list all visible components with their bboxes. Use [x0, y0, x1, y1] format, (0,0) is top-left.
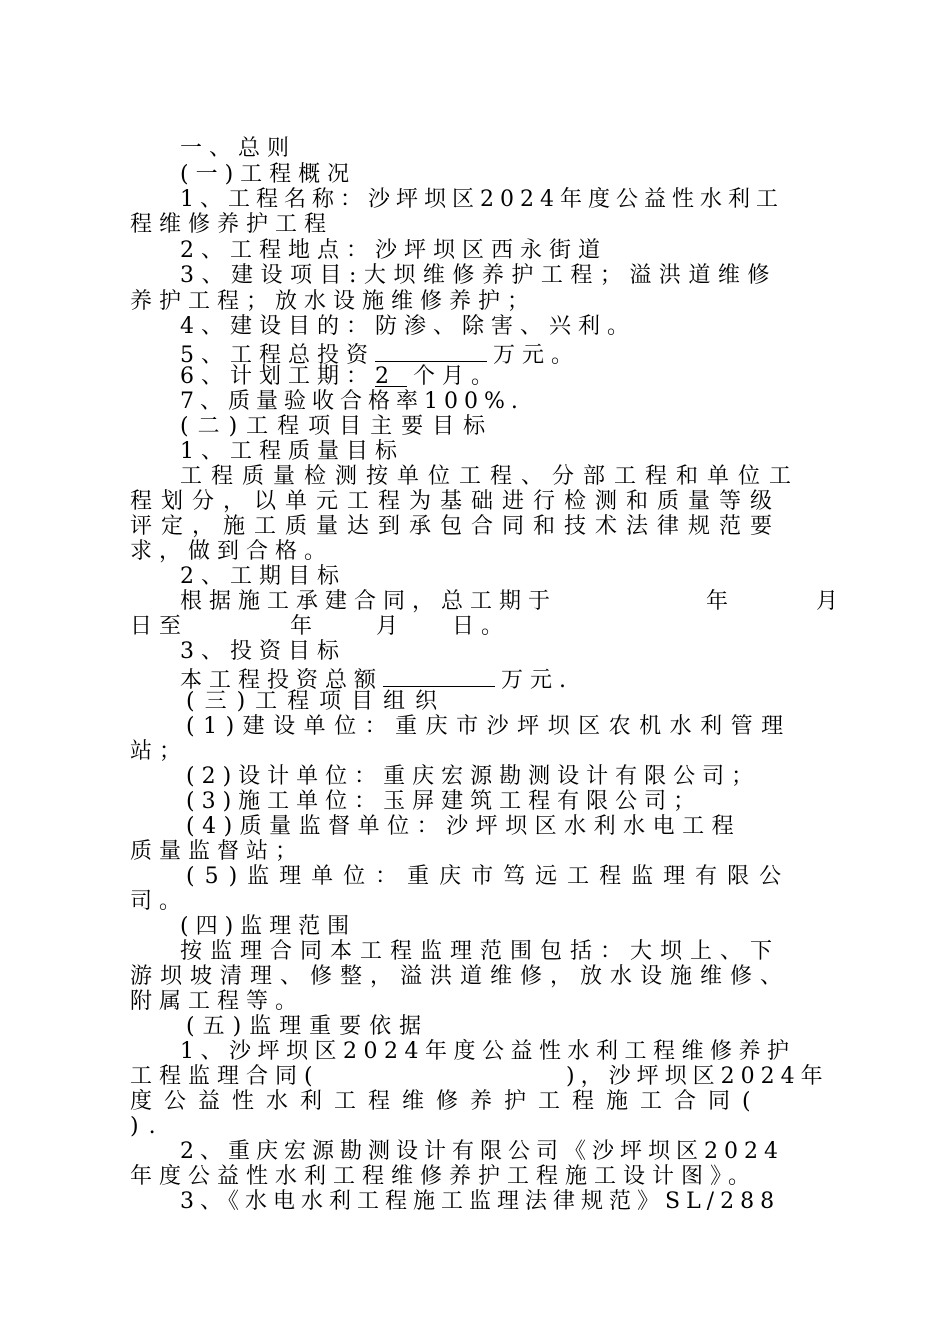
text-run: 个月。	[413, 364, 501, 389]
text-run: 5、工程总投资	[180, 343, 375, 368]
text-run: 年	[706, 589, 736, 614]
subsection-heading-basis: (五)监理重要依据	[186, 1014, 430, 1039]
text-run: 日。	[452, 614, 511, 639]
paragraph-line: 4、建设目的：防渗、除害、兴利。	[180, 314, 636, 339]
paragraph-line: 1、工程质量目标	[180, 439, 404, 464]
paragraph-line	[180, 187, 840, 213]
text-run: )，沙坪坝区2024年	[566, 1064, 829, 1089]
text-run: 6、计划工期：	[180, 364, 375, 389]
paragraph-line	[180, 664, 574, 693]
paragraph-line: (2)设计单位：重庆宏源勘测设计有限公司；	[186, 764, 761, 789]
paragraph-line: (3)施工单位：玉屏建筑工程有限公司；	[186, 789, 703, 814]
text-run: 日至	[130, 614, 189, 639]
paragraph-line: 附属工程等。	[130, 989, 305, 1014]
blank-underline	[375, 339, 487, 362]
paragraph-line: 司。	[130, 889, 189, 914]
paragraph-line: 按监理合同本工程监理范围包括：大坝上、下	[180, 939, 781, 964]
paragraph-line	[180, 364, 500, 390]
paragraph-line: (4)质量监督单位：沙坪坝区水利水电工程	[186, 814, 742, 839]
text-run: 万元。	[493, 343, 581, 368]
text-run: 根据施工承建合同，总工期于	[180, 589, 558, 614]
paragraph-line: 年度公益性水利工程维修养护工程施工设计图》。	[130, 1164, 758, 1189]
paragraph-line: ).	[130, 1114, 166, 1139]
paragraph-line: 程维修养护工程	[130, 212, 334, 237]
paragraph-line: 3、投资目标	[180, 639, 346, 664]
paragraph-line: 1、沙坪坝区2024年度公益性水利工程维修养护	[180, 1039, 796, 1064]
text-run: 1、工程名称：沙坪坝区2024年度公益性水利工	[180, 187, 784, 212]
paragraph-line: 质量监督站；	[130, 839, 305, 864]
text-run: 月	[376, 614, 406, 639]
paragraph-line: 养护工程；放水设施维修养护；	[130, 289, 537, 314]
paragraph-line: 评定，施工质量达到承包合同和技术法律规范要	[130, 514, 782, 539]
text-run: 万元.	[501, 668, 574, 693]
paragraph-line: 2、工程地点：沙坪坝区西永街道	[180, 238, 607, 263]
paragraph-line: 程划分，以单元工程为基础进行检测和质量等级	[130, 489, 782, 514]
paragraph-line: 3、建设项目:大坝维修养护工程；溢洪道维修	[180, 263, 777, 288]
text-run: 月	[816, 589, 846, 614]
text-run: 年	[290, 614, 320, 639]
subsection-heading-goals: (二)工程项目主要目标	[180, 414, 495, 439]
paragraph-line: 2、工期目标	[180, 564, 346, 589]
subsection-heading-scope: (四)监理范围	[180, 914, 357, 939]
paragraph-line: 3、《水电水利工程施工监理法律规范》SL/288	[180, 1189, 781, 1214]
paragraph-line: (1)建设单位：重庆市沙坪坝区农机水利管理	[186, 714, 792, 739]
paragraph-line: (5)监理单位：重庆市笃远工程监理有限公	[186, 864, 792, 889]
blank-underline	[383, 664, 495, 687]
paragraph-line: 7、质量验收合格率100%.	[180, 389, 524, 414]
paragraph-line: 游坝坡清理、修整，溢洪道维修，放水设施维修、	[130, 964, 791, 989]
paragraph-line: 工程质量检测按单位工程、分部工程和单位工	[180, 464, 801, 489]
duration-value: 2	[375, 364, 407, 387]
text-run: 工程监理合同(	[130, 1064, 320, 1089]
paragraph-line	[180, 589, 557, 615]
subsection-heading-overview: (一)工程概况	[180, 162, 357, 187]
paragraph-line	[180, 339, 581, 368]
paragraph-line: 度公益性水利工程维修养护工程施工合同(	[130, 1089, 763, 1114]
paragraph-line: 2、重庆宏源勘测设计有限公司《沙坪坝区2024	[180, 1139, 784, 1164]
text-run: 本工程投资总额	[180, 668, 384, 693]
paragraph-line: 站；	[130, 739, 189, 764]
section-heading-general: 一、总则	[180, 136, 297, 161]
paragraph-line: 求，做到合格。	[130, 539, 334, 564]
subsection-heading-organization: (三)工程项目组织	[186, 689, 448, 714]
